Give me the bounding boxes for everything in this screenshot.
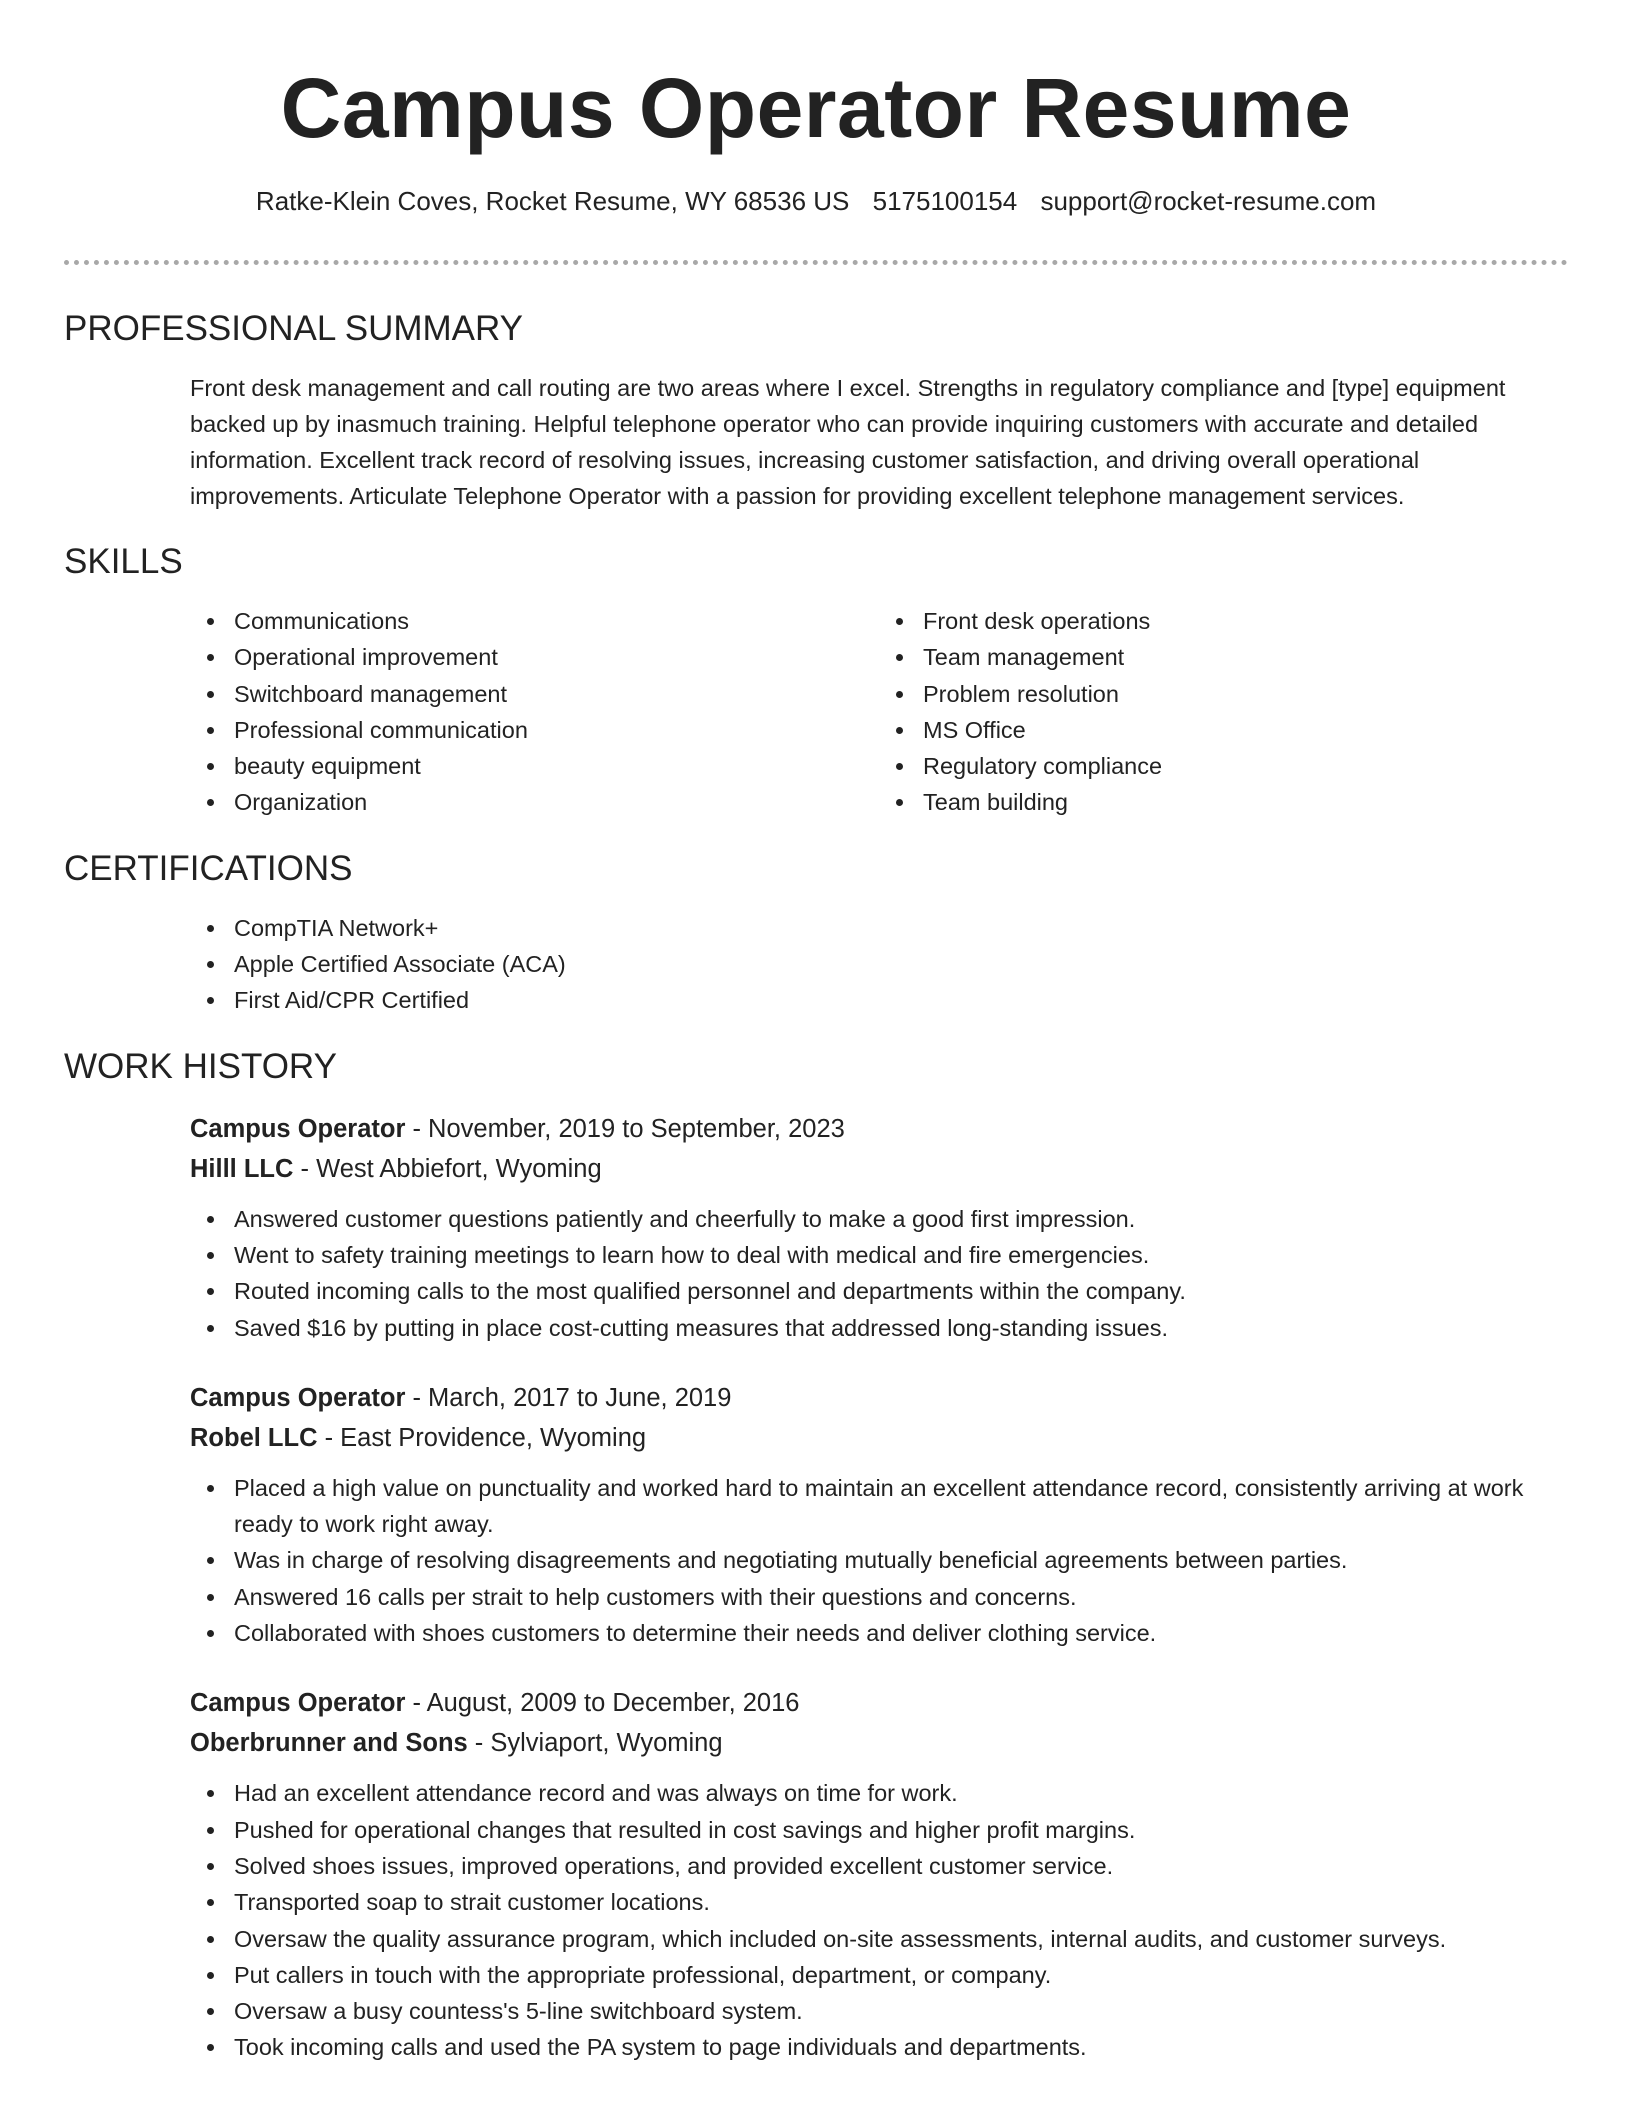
skills-column-left [190, 603, 879, 821]
job-location: - East Providence, Wyoming [317, 1423, 647, 1452]
job-dates: - November, 2019 to September, 2023 [405, 1114, 845, 1143]
skill-item: Problem resolution [923, 676, 1568, 712]
skill-item: Team building [923, 784, 1568, 820]
job-bullet: Oversaw a busy countess's 5-line switchboard system. [234, 1993, 1568, 2029]
header-divider [64, 260, 1568, 265]
job-bullet: Went to safety training meetings to learn how to deal with medical and fire emergencies. [234, 1237, 1568, 1273]
certification-item: Apple Certified Associate (ACA) [234, 946, 1568, 982]
contact-email: support@rocket-resume.com [1040, 186, 1377, 216]
job-bullet: Took incoming calls and used the PA system to page individuals and departments. [234, 2029, 1568, 2065]
job-bullet: Solved shoes issues, improved operations, and provided excellent customer service. [234, 1848, 1568, 1884]
job-bullet: Routed incoming calls to the most qualified personnel and departments within the company. [234, 1273, 1568, 1309]
summary-heading: PROFESSIONAL SUMMARY [64, 309, 523, 348]
job-entry [190, 1109, 1568, 1346]
skill-item: Team management [923, 639, 1568, 675]
skill-item: Operational improvement [234, 639, 879, 675]
job-company: Robel LLC [190, 1423, 318, 1452]
job-title-line [190, 1683, 1568, 1723]
job-entry [190, 1378, 1568, 1651]
job-bullets [190, 1470, 1568, 1651]
job-bullet: Placed a high value on punctuality and worked hard to maintain an excellent attendance record, consistently arriving at work ready to work right away. [234, 1470, 1568, 1543]
job-entry [190, 1683, 1568, 2065]
job-title-line [190, 1378, 1568, 1418]
skill-item: Regulatory compliance [923, 748, 1568, 784]
skill-item: Switchboard management [234, 676, 879, 712]
contact-line [64, 184, 1568, 218]
job-dates: - March, 2017 to June, 2019 [405, 1383, 732, 1412]
skills-list [190, 603, 1568, 821]
skill-item: Organization [234, 784, 879, 820]
contact-phone: 5175100154 [872, 186, 1018, 216]
certifications-list [190, 910, 1568, 1019]
certification-item: First Aid/CPR Certified [234, 982, 1568, 1018]
job-location: - Sylviaport, Wyoming [467, 1729, 723, 1758]
job-bullet: Transported soap to strait customer locations. [234, 1884, 1568, 1920]
certifications-heading: CERTIFICATIONS [64, 848, 353, 888]
work-history-heading: WORK HISTORY [64, 1046, 337, 1086]
job-bullets [190, 1775, 1568, 2065]
job-company: Hilll LLC [190, 1154, 294, 1183]
job-bullet: Answered customer questions patiently and cheerfully to make a good first impression. [234, 1201, 1568, 1237]
job-bullet: Collaborated with shoes customers to determine their needs and deliver clothing service. [234, 1615, 1568, 1651]
job-bullet: Answered 16 calls per strait to help customers with their questions and concerns. [234, 1579, 1568, 1615]
skill-item: MS Office [923, 712, 1568, 748]
job-bullet: Saved $16 by putting in place cost-cutting measures that addressed long-standing issues. [234, 1310, 1568, 1346]
skill-item: Professional communication [234, 712, 879, 748]
job-dates: - August, 2009 to December, 2016 [405, 1689, 800, 1718]
job-bullet: Put callers in touch with the appropriate professional, department, or company. [234, 1957, 1568, 1993]
skills-column-right [879, 603, 1568, 821]
job-bullet: Pushed for operational changes that resulted in cost savings and higher profit margins. [234, 1812, 1568, 1848]
skill-item: Communications [234, 603, 879, 639]
job-company-line [190, 1149, 1568, 1189]
job-bullets [190, 1201, 1568, 1346]
job-title: Campus Operator [190, 1114, 406, 1143]
job-bullet: Was in charge of resolving disagreements and negotiating mutually beneficial agreements between parties. [234, 1542, 1568, 1578]
job-title-line [190, 1109, 1568, 1149]
skill-item: beauty equipment [234, 748, 879, 784]
summary-text: Front desk management and call routing are two areas where I excel. Strengths in regulatory compliance and [type] equipment backed up by inasmuch training. Helpful telephone operator who can provide inquiring customers with accurate and detailed information. Excellent track record of resolving issues, increasing customer satisfaction, and driving overall operational improvements. Articulate Telephone Operator with a passion for providing excellent telephone management services. [190, 375, 1506, 509]
page-title: Campus Operator Resume [280, 61, 1352, 155]
job-bullet: Had an excellent attendance record and was always on time for work. [234, 1775, 1568, 1811]
certification-item: CompTIA Network+ [234, 910, 1568, 946]
skills-heading: SKILLS [64, 542, 183, 581]
job-title: Campus Operator [190, 1383, 406, 1412]
job-title: Campus Operator [190, 1689, 406, 1718]
skill-item: Front desk operations [923, 603, 1568, 639]
job-company: Oberbrunner and Sons [190, 1729, 468, 1758]
job-company-line [190, 1418, 1568, 1458]
contact-address: Ratke-Klein Coves, Rocket Resume, WY 68536 US [255, 186, 850, 216]
job-location: - West Abbiefort, Wyoming [293, 1154, 602, 1183]
job-bullet: Oversaw the quality assurance program, which included on-site assessments, internal audits, and customer surveys. [234, 1921, 1568, 1957]
job-company-line [190, 1723, 1568, 1763]
